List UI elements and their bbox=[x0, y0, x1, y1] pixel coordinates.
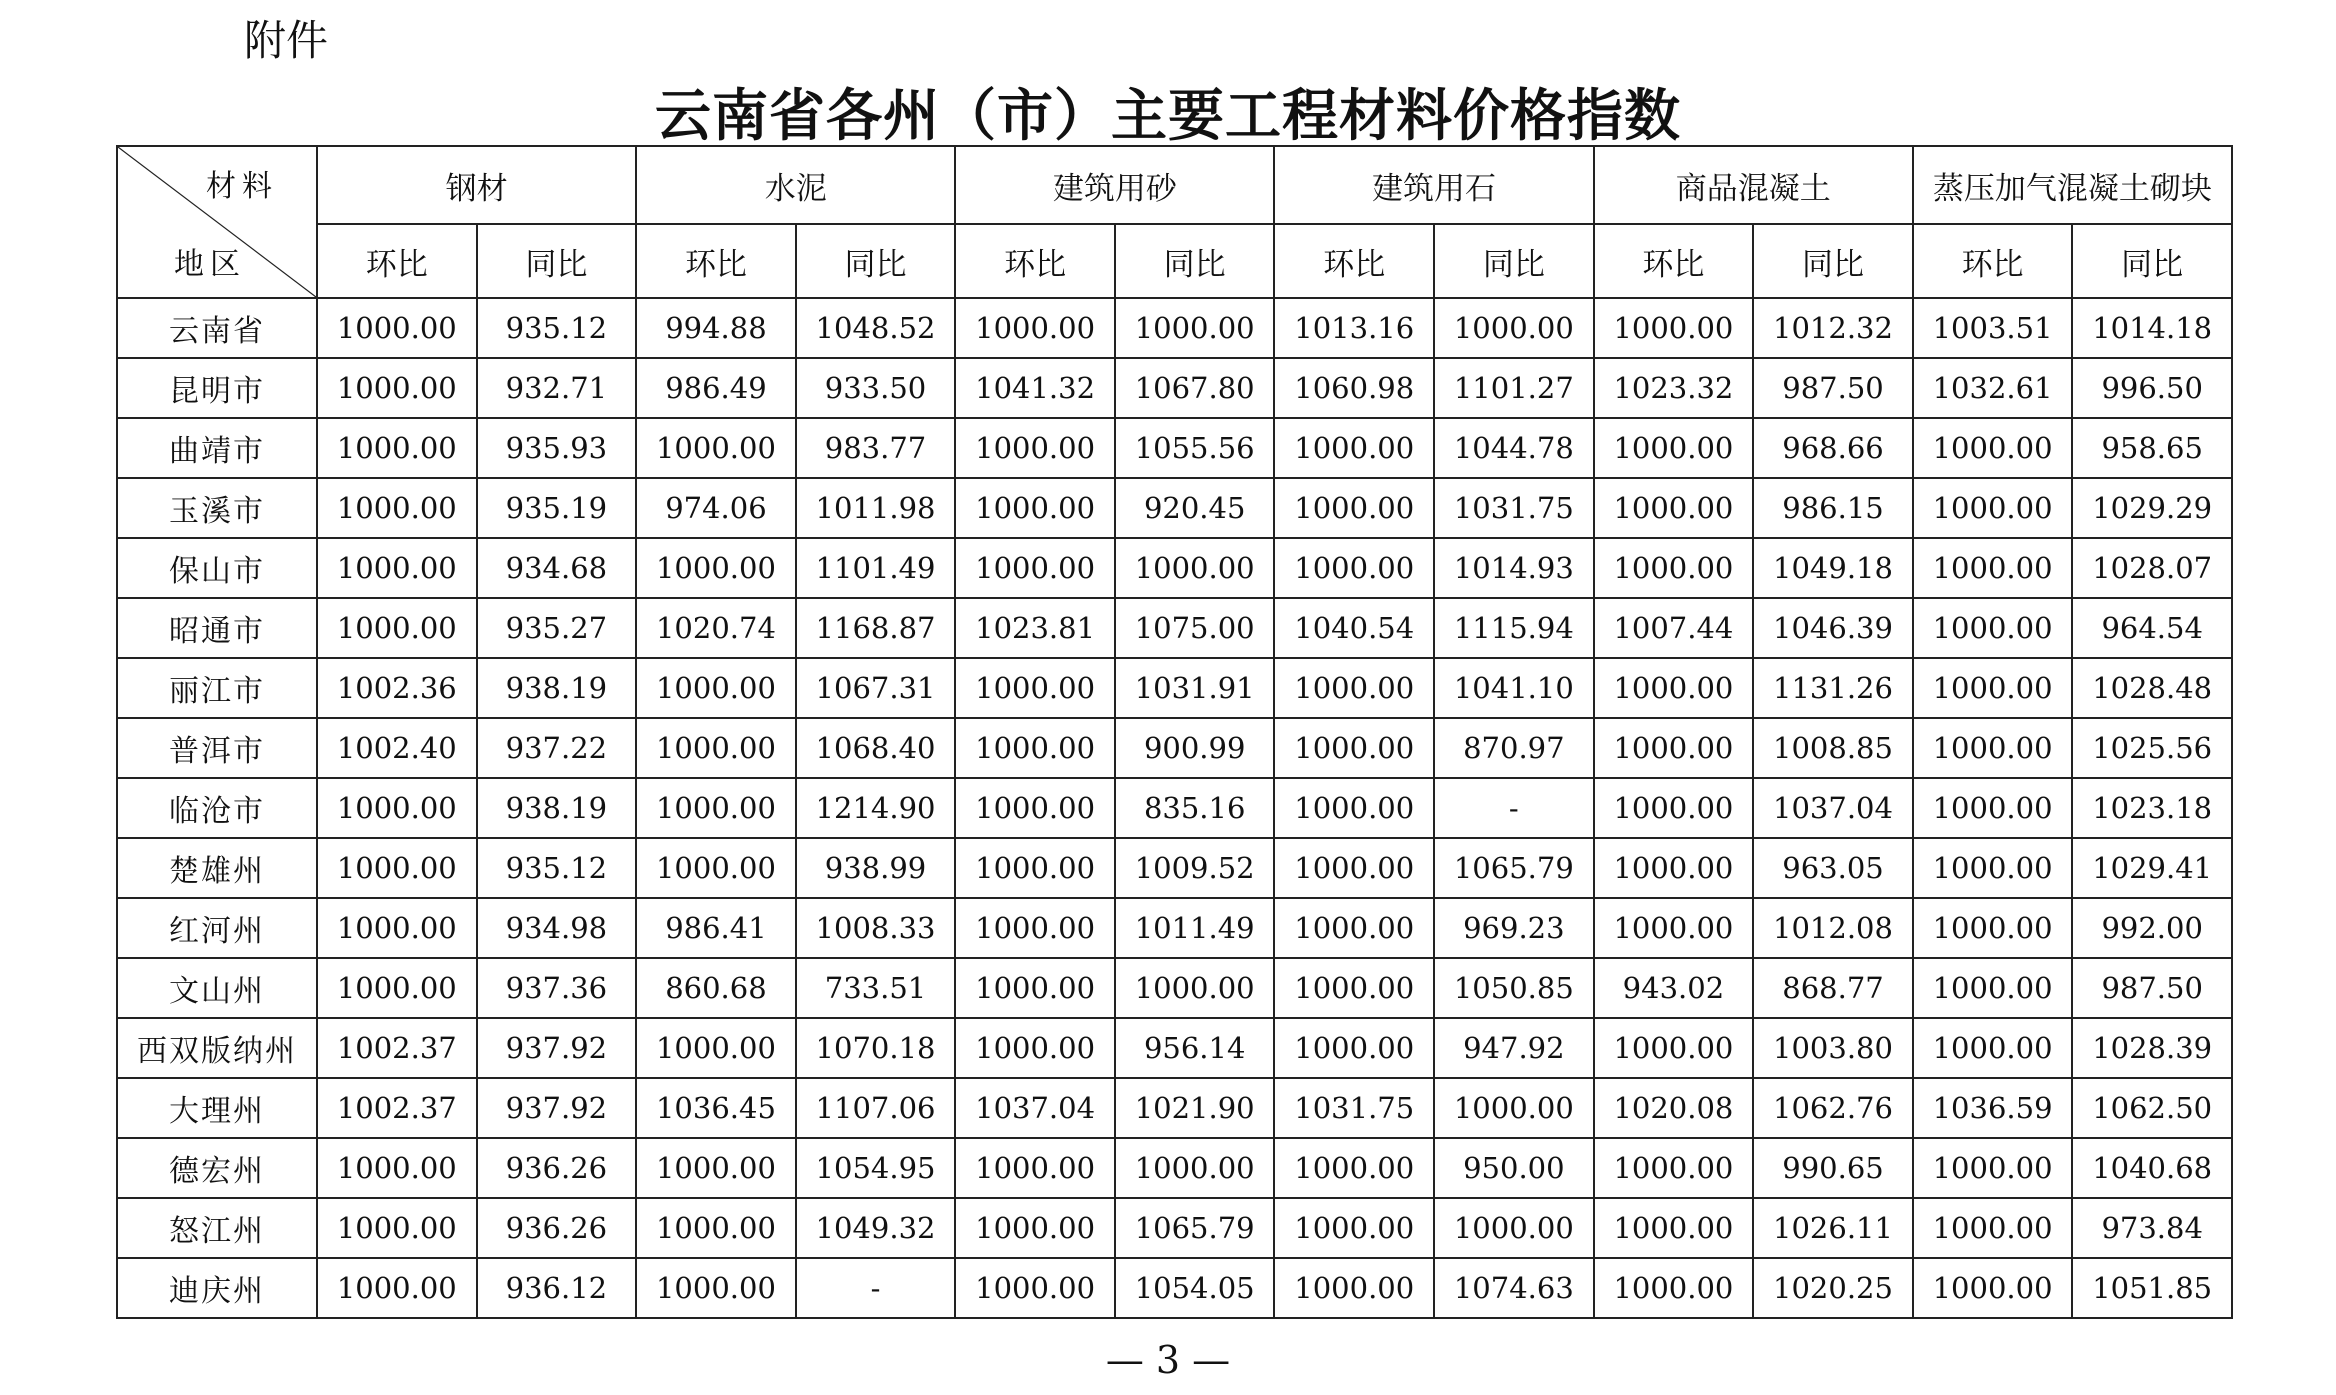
mom-index-cell: 1000.00 bbox=[1274, 478, 1434, 538]
material-header-cement: 水泥 bbox=[636, 146, 955, 224]
mom-index-cell: 1000.00 bbox=[317, 538, 477, 598]
yoy-index-cell: 956.14 bbox=[1115, 1018, 1275, 1078]
mom-index-cell: 1000.00 bbox=[317, 898, 477, 958]
region-cell: 曲靖市 bbox=[117, 418, 317, 478]
yoy-index-cell: 983.77 bbox=[796, 418, 956, 478]
mom-index-cell: 1037.04 bbox=[955, 1078, 1115, 1138]
mom-index-cell: 1000.00 bbox=[317, 778, 477, 838]
yoy-index-cell: 938.99 bbox=[796, 838, 956, 898]
yoy-index-cell: 1025.56 bbox=[2072, 718, 2232, 778]
table-row bbox=[117, 418, 2232, 478]
yoy-index-cell: 920.45 bbox=[1115, 478, 1275, 538]
yoy-index-cell: 968.66 bbox=[1753, 418, 1913, 478]
mom-index-cell: 1000.00 bbox=[1913, 598, 2073, 658]
region-cell: 西双版纳州 bbox=[117, 1018, 317, 1078]
yoy-index-cell: 1048.52 bbox=[796, 298, 956, 358]
mom-index-cell: 1000.00 bbox=[1594, 898, 1754, 958]
yoy-index-cell: 1028.07 bbox=[2072, 538, 2232, 598]
material-header-stone: 建筑用石 bbox=[1274, 146, 1593, 224]
mom-index-cell: 1031.75 bbox=[1274, 1078, 1434, 1138]
yoy-index-cell: 1068.40 bbox=[796, 718, 956, 778]
mom-index-cell: 1020.08 bbox=[1594, 1078, 1754, 1138]
yoy-index-cell: - bbox=[796, 1258, 956, 1318]
yoy-index-cell: 733.51 bbox=[796, 958, 956, 1018]
table-row bbox=[117, 358, 2232, 418]
mom-index-cell: 1000.00 bbox=[955, 418, 1115, 478]
yoy-index-cell: 1101.49 bbox=[796, 538, 956, 598]
table-row bbox=[117, 298, 2232, 358]
yoy-index-cell: 1062.50 bbox=[2072, 1078, 2232, 1138]
mom-index-cell: 1000.00 bbox=[1274, 778, 1434, 838]
region-cell: 楚雄州 bbox=[117, 838, 317, 898]
region-cell: 昭通市 bbox=[117, 598, 317, 658]
yoy-index-cell: 1037.04 bbox=[1753, 778, 1913, 838]
mom-index-cell: 1000.00 bbox=[955, 1198, 1115, 1258]
yoy-index-cell: 986.15 bbox=[1753, 478, 1913, 538]
yoy-index-cell: 1008.33 bbox=[796, 898, 956, 958]
table-row bbox=[117, 658, 2232, 718]
yoy-index-cell: 1012.32 bbox=[1753, 298, 1913, 358]
yoy-index-cell: 937.92 bbox=[477, 1018, 637, 1078]
yoy-index-cell: 1020.25 bbox=[1753, 1258, 1913, 1318]
sub-header-yoy: 同比 bbox=[1753, 224, 1913, 298]
mom-index-cell: 1000.00 bbox=[1274, 1138, 1434, 1198]
material-header-steel: 钢材 bbox=[317, 146, 636, 224]
yoy-index-cell: 950.00 bbox=[1434, 1138, 1594, 1198]
mom-index-cell: 1000.00 bbox=[317, 418, 477, 478]
yoy-index-cell: 1000.00 bbox=[1115, 958, 1275, 1018]
mom-index-cell: 1000.00 bbox=[317, 478, 477, 538]
yoy-index-cell: 1101.27 bbox=[1434, 358, 1594, 418]
sub-header-mom: 环比 bbox=[1913, 224, 2073, 298]
page-title: 云南省各州（市）主要工程材料价格指数 bbox=[655, 83, 1681, 149]
yoy-index-cell: 996.50 bbox=[2072, 358, 2232, 418]
yoy-index-cell: 1067.80 bbox=[1115, 358, 1275, 418]
yoy-index-cell: 936.26 bbox=[477, 1138, 637, 1198]
region-cell: 迪庆州 bbox=[117, 1258, 317, 1318]
mom-index-cell: 1000.00 bbox=[317, 1258, 477, 1318]
mom-index-cell: 1000.00 bbox=[955, 1138, 1115, 1198]
mom-index-cell: 1000.00 bbox=[1594, 538, 1754, 598]
yoy-index-cell: 938.19 bbox=[477, 778, 637, 838]
table-row bbox=[117, 958, 2232, 1018]
mom-index-cell: 1000.00 bbox=[1913, 718, 2073, 778]
material-header-row bbox=[117, 146, 2232, 224]
sub-header-yoy: 同比 bbox=[1115, 224, 1275, 298]
mom-index-cell: 1000.00 bbox=[955, 898, 1115, 958]
mom-index-cell: 1000.00 bbox=[317, 598, 477, 658]
region-cell: 普洱市 bbox=[117, 718, 317, 778]
region-cell: 红河州 bbox=[117, 898, 317, 958]
yoy-index-cell: 987.50 bbox=[1753, 358, 1913, 418]
mom-index-cell: 1000.00 bbox=[1274, 1198, 1434, 1258]
yoy-index-cell: 936.26 bbox=[477, 1198, 637, 1258]
mom-index-cell: 1000.00 bbox=[636, 838, 796, 898]
yoy-index-cell: 1065.79 bbox=[1115, 1198, 1275, 1258]
yoy-index-cell: 1000.00 bbox=[1434, 298, 1594, 358]
mom-index-cell: 1000.00 bbox=[1913, 778, 2073, 838]
yoy-index-cell: 935.93 bbox=[477, 418, 637, 478]
region-cell: 临沧市 bbox=[117, 778, 317, 838]
mom-index-cell: 1000.00 bbox=[636, 1258, 796, 1318]
mom-index-cell: 1000.00 bbox=[1594, 1258, 1754, 1318]
yoy-index-cell: 935.12 bbox=[477, 838, 637, 898]
mom-index-cell: 1000.00 bbox=[955, 838, 1115, 898]
mom-index-cell: 1003.51 bbox=[1913, 298, 2073, 358]
yoy-index-cell: 1168.87 bbox=[796, 598, 956, 658]
material-header-concrete: 商品混凝土 bbox=[1594, 146, 1913, 224]
yoy-index-cell: 973.84 bbox=[2072, 1198, 2232, 1258]
table-row bbox=[117, 538, 2232, 598]
mom-index-cell: 1000.00 bbox=[955, 1258, 1115, 1318]
yoy-index-cell: 1000.00 bbox=[1115, 538, 1275, 598]
mom-index-cell: 860.68 bbox=[636, 958, 796, 1018]
table-row bbox=[117, 1258, 2232, 1318]
region-cell: 昆明市 bbox=[117, 358, 317, 418]
yoy-index-cell: 1021.90 bbox=[1115, 1078, 1275, 1138]
yoy-index-cell: 1062.76 bbox=[1753, 1078, 1913, 1138]
yoy-index-cell: 1000.00 bbox=[1115, 1138, 1275, 1198]
mom-index-cell: 1002.36 bbox=[317, 658, 477, 718]
mom-index-cell: 1000.00 bbox=[1594, 1198, 1754, 1258]
mom-index-cell: 1000.00 bbox=[1913, 1258, 2073, 1318]
table-row bbox=[117, 1018, 2232, 1078]
yoy-index-cell: 1000.00 bbox=[1434, 1198, 1594, 1258]
table-row bbox=[117, 598, 2232, 658]
mom-index-cell: 1000.00 bbox=[636, 778, 796, 838]
yoy-index-cell: 937.36 bbox=[477, 958, 637, 1018]
mom-index-cell: 1023.81 bbox=[955, 598, 1115, 658]
material-header-sand: 建筑用砂 bbox=[955, 146, 1274, 224]
yoy-index-cell: 1040.68 bbox=[2072, 1138, 2232, 1198]
mom-index-cell: 1002.40 bbox=[317, 718, 477, 778]
mom-index-cell: 1000.00 bbox=[1274, 1258, 1434, 1318]
mom-index-cell: 1000.00 bbox=[1274, 418, 1434, 478]
yoy-index-cell: 1000.00 bbox=[1115, 298, 1275, 358]
yoy-index-cell: - bbox=[1434, 778, 1594, 838]
mom-index-cell: 1000.00 bbox=[636, 538, 796, 598]
mom-index-cell: 1000.00 bbox=[1913, 1138, 2073, 1198]
mom-index-cell: 1000.00 bbox=[1274, 1018, 1434, 1078]
region-cell: 怒江州 bbox=[117, 1198, 317, 1258]
corner-label-region: 地区 bbox=[174, 247, 246, 282]
mom-index-cell: 1000.00 bbox=[1913, 898, 2073, 958]
mom-index-cell: 1000.00 bbox=[1913, 658, 2073, 718]
yoy-index-cell: 992.00 bbox=[2072, 898, 2232, 958]
table-row bbox=[117, 1198, 2232, 1258]
mom-index-cell: 1000.00 bbox=[636, 418, 796, 478]
yoy-index-cell: 1131.26 bbox=[1753, 658, 1913, 718]
yoy-index-cell: 1049.18 bbox=[1753, 538, 1913, 598]
yoy-index-cell: 1014.93 bbox=[1434, 538, 1594, 598]
mom-index-cell: 1000.00 bbox=[636, 1198, 796, 1258]
yoy-index-cell: 964.54 bbox=[2072, 598, 2232, 658]
sub-header-row bbox=[117, 224, 2232, 298]
region-cell: 云南省 bbox=[117, 298, 317, 358]
yoy-index-cell: 1028.48 bbox=[2072, 658, 2232, 718]
yoy-index-cell: 937.22 bbox=[477, 718, 637, 778]
mom-index-cell: 1000.00 bbox=[1594, 658, 1754, 718]
mom-index-cell: 1000.00 bbox=[955, 298, 1115, 358]
mom-index-cell: 1000.00 bbox=[955, 478, 1115, 538]
table-row bbox=[117, 838, 2232, 898]
mom-index-cell: 1060.98 bbox=[1274, 358, 1434, 418]
mom-index-cell: 1002.37 bbox=[317, 1078, 477, 1138]
mom-index-cell: 1002.37 bbox=[317, 1018, 477, 1078]
mom-index-cell: 1000.00 bbox=[1913, 1018, 2073, 1078]
sub-header-mom: 环比 bbox=[1594, 224, 1754, 298]
yoy-index-cell: 1054.95 bbox=[796, 1138, 956, 1198]
mom-index-cell: 1041.32 bbox=[955, 358, 1115, 418]
sub-header-yoy: 同比 bbox=[796, 224, 956, 298]
mom-index-cell: 1000.00 bbox=[1594, 778, 1754, 838]
yoy-index-cell: 870.97 bbox=[1434, 718, 1594, 778]
yoy-index-cell: 1214.90 bbox=[796, 778, 956, 838]
yoy-index-cell: 1028.39 bbox=[2072, 1018, 2232, 1078]
mom-index-cell: 1000.00 bbox=[317, 838, 477, 898]
yoy-index-cell: 947.92 bbox=[1434, 1018, 1594, 1078]
yoy-index-cell: 1009.52 bbox=[1115, 838, 1275, 898]
corner-label-material: 材料 bbox=[206, 169, 278, 204]
yoy-index-cell: 963.05 bbox=[1753, 838, 1913, 898]
mom-index-cell: 1000.00 bbox=[1274, 658, 1434, 718]
yoy-index-cell: 1074.63 bbox=[1434, 1258, 1594, 1318]
yoy-index-cell: 935.27 bbox=[477, 598, 637, 658]
table-row bbox=[117, 1078, 2232, 1138]
page-number: — 3 — bbox=[1105, 1338, 1231, 1382]
yoy-index-cell: 1107.06 bbox=[796, 1078, 956, 1138]
yoy-index-cell: 1070.18 bbox=[796, 1018, 956, 1078]
sub-header-yoy: 同比 bbox=[477, 224, 637, 298]
mom-index-cell: 1000.00 bbox=[1913, 418, 2073, 478]
yoy-index-cell: 1115.94 bbox=[1434, 598, 1594, 658]
mom-index-cell: 1000.00 bbox=[1594, 1138, 1754, 1198]
yoy-index-cell: 900.99 bbox=[1115, 718, 1275, 778]
mom-index-cell: 994.88 bbox=[636, 298, 796, 358]
yoy-index-cell: 932.71 bbox=[477, 358, 637, 418]
yoy-index-cell: 935.19 bbox=[477, 478, 637, 538]
sub-header-mom: 环比 bbox=[1274, 224, 1434, 298]
mom-index-cell: 1000.00 bbox=[1913, 478, 2073, 538]
price-index-table bbox=[116, 145, 2233, 1319]
table-row bbox=[117, 898, 2232, 958]
mom-index-cell: 1007.44 bbox=[1594, 598, 1754, 658]
yoy-index-cell: 1031.75 bbox=[1434, 478, 1594, 538]
mom-index-cell: 1040.54 bbox=[1274, 598, 1434, 658]
mom-index-cell: 1000.00 bbox=[1594, 718, 1754, 778]
sub-header-mom: 环比 bbox=[636, 224, 796, 298]
yoy-index-cell: 969.23 bbox=[1434, 898, 1594, 958]
mom-index-cell: 1000.00 bbox=[1274, 838, 1434, 898]
yoy-index-cell: 1046.39 bbox=[1753, 598, 1913, 658]
yoy-index-cell: 835.16 bbox=[1115, 778, 1275, 838]
mom-index-cell: 986.49 bbox=[636, 358, 796, 418]
region-cell: 丽江市 bbox=[117, 658, 317, 718]
mom-index-cell: 1000.00 bbox=[317, 298, 477, 358]
yoy-index-cell: 1012.08 bbox=[1753, 898, 1913, 958]
yoy-index-cell: 934.98 bbox=[477, 898, 637, 958]
yoy-index-cell: 1026.11 bbox=[1753, 1198, 1913, 1258]
mom-index-cell: 1000.00 bbox=[1913, 958, 2073, 1018]
mom-index-cell: 1036.45 bbox=[636, 1078, 796, 1138]
sub-header-yoy: 同比 bbox=[2072, 224, 2232, 298]
yoy-index-cell: 1054.05 bbox=[1115, 1258, 1275, 1318]
material-header-aac-block: 蒸压加气混凝土砌块 bbox=[1913, 146, 2232, 224]
table-row bbox=[117, 718, 2232, 778]
attachment-label: 附件 bbox=[244, 16, 329, 65]
mom-index-cell: 1032.61 bbox=[1913, 358, 2073, 418]
region-cell: 保山市 bbox=[117, 538, 317, 598]
mom-index-cell: 1000.00 bbox=[1594, 838, 1754, 898]
mom-index-cell: 1000.00 bbox=[955, 778, 1115, 838]
yoy-index-cell: 936.12 bbox=[477, 1258, 637, 1318]
mom-index-cell: 1000.00 bbox=[1913, 538, 2073, 598]
region-cell: 文山州 bbox=[117, 958, 317, 1018]
yoy-index-cell: 1031.91 bbox=[1115, 658, 1275, 718]
yoy-index-cell: 958.65 bbox=[2072, 418, 2232, 478]
mom-index-cell: 1000.00 bbox=[955, 1018, 1115, 1078]
yoy-index-cell: 868.77 bbox=[1753, 958, 1913, 1018]
mom-index-cell: 1013.16 bbox=[1274, 298, 1434, 358]
mom-index-cell: 1000.00 bbox=[955, 718, 1115, 778]
yoy-index-cell: 1029.29 bbox=[2072, 478, 2232, 538]
region-cell: 德宏州 bbox=[117, 1138, 317, 1198]
yoy-index-cell: 1041.10 bbox=[1434, 658, 1594, 718]
yoy-index-cell: 1008.85 bbox=[1753, 718, 1913, 778]
yoy-index-cell: 934.68 bbox=[477, 538, 637, 598]
yoy-index-cell: 937.92 bbox=[477, 1078, 637, 1138]
yoy-index-cell: 1000.00 bbox=[1434, 1078, 1594, 1138]
mom-index-cell: 1000.00 bbox=[1274, 898, 1434, 958]
mom-index-cell: 1000.00 bbox=[1594, 1018, 1754, 1078]
mom-index-cell: 943.02 bbox=[1594, 958, 1754, 1018]
mom-index-cell: 1000.00 bbox=[636, 718, 796, 778]
mom-index-cell: 1000.00 bbox=[1274, 538, 1434, 598]
mom-index-cell: 974.06 bbox=[636, 478, 796, 538]
yoy-index-cell: 1051.85 bbox=[2072, 1258, 2232, 1318]
mom-index-cell: 1000.00 bbox=[1913, 838, 2073, 898]
yoy-index-cell: 1011.98 bbox=[796, 478, 956, 538]
table-row bbox=[117, 478, 2232, 538]
yoy-index-cell: 1023.18 bbox=[2072, 778, 2232, 838]
yoy-index-cell: 1011.49 bbox=[1115, 898, 1275, 958]
yoy-index-cell: 1049.32 bbox=[796, 1198, 956, 1258]
region-cell: 玉溪市 bbox=[117, 478, 317, 538]
mom-index-cell: 1000.00 bbox=[636, 658, 796, 718]
yoy-index-cell: 1065.79 bbox=[1434, 838, 1594, 898]
mom-index-cell: 986.41 bbox=[636, 898, 796, 958]
mom-index-cell: 1020.74 bbox=[636, 598, 796, 658]
yoy-index-cell: 1044.78 bbox=[1434, 418, 1594, 478]
mom-index-cell: 1000.00 bbox=[317, 1198, 477, 1258]
table-row bbox=[117, 778, 2232, 838]
table-body bbox=[117, 298, 2232, 1318]
mom-index-cell: 1000.00 bbox=[1594, 418, 1754, 478]
sub-header-mom: 环比 bbox=[317, 224, 477, 298]
corner-header-cell bbox=[117, 146, 317, 298]
mom-index-cell: 1000.00 bbox=[1274, 958, 1434, 1018]
yoy-index-cell: 990.65 bbox=[1753, 1138, 1913, 1198]
mom-index-cell: 1000.00 bbox=[636, 1018, 796, 1078]
sub-header-mom: 环比 bbox=[955, 224, 1115, 298]
yoy-index-cell: 1075.00 bbox=[1115, 598, 1275, 658]
mom-index-cell: 1023.32 bbox=[1594, 358, 1754, 418]
mom-index-cell: 1000.00 bbox=[317, 1138, 477, 1198]
mom-index-cell: 1000.00 bbox=[955, 658, 1115, 718]
yoy-index-cell: 1029.41 bbox=[2072, 838, 2232, 898]
yoy-index-cell: 1003.80 bbox=[1753, 1018, 1913, 1078]
yoy-index-cell: 935.12 bbox=[477, 298, 637, 358]
mom-index-cell: 1000.00 bbox=[955, 958, 1115, 1018]
yoy-index-cell: 987.50 bbox=[2072, 958, 2232, 1018]
sub-header-yoy: 同比 bbox=[1434, 224, 1594, 298]
mom-index-cell: 1000.00 bbox=[955, 538, 1115, 598]
yoy-index-cell: 938.19 bbox=[477, 658, 637, 718]
mom-index-cell: 1000.00 bbox=[636, 1138, 796, 1198]
mom-index-cell: 1036.59 bbox=[1913, 1078, 2073, 1138]
yoy-index-cell: 1067.31 bbox=[796, 658, 956, 718]
region-cell: 大理州 bbox=[117, 1078, 317, 1138]
mom-index-cell: 1000.00 bbox=[1594, 478, 1754, 538]
yoy-index-cell: 933.50 bbox=[796, 358, 956, 418]
yoy-index-cell: 1055.56 bbox=[1115, 418, 1275, 478]
mom-index-cell: 1000.00 bbox=[317, 958, 477, 1018]
mom-index-cell: 1000.00 bbox=[1274, 718, 1434, 778]
table-row bbox=[117, 1138, 2232, 1198]
mom-index-cell: 1000.00 bbox=[317, 358, 477, 418]
mom-index-cell: 1000.00 bbox=[1913, 1198, 2073, 1258]
yoy-index-cell: 1014.18 bbox=[2072, 298, 2232, 358]
mom-index-cell: 1000.00 bbox=[1594, 298, 1754, 358]
yoy-index-cell: 1050.85 bbox=[1434, 958, 1594, 1018]
